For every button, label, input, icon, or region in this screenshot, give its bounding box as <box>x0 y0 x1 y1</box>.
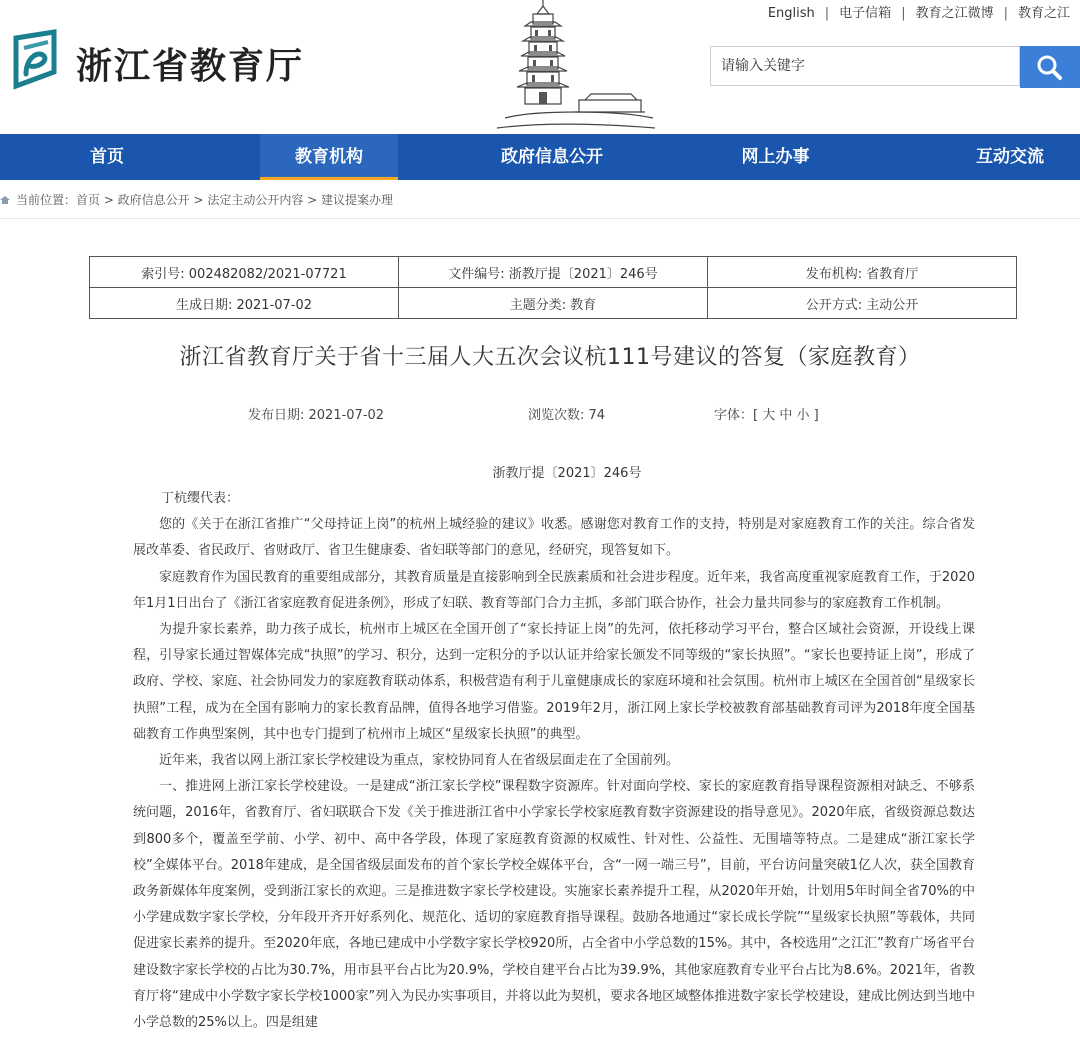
meta-disclosure: 公开方式: 主动公开 <box>708 288 1017 319</box>
main-nav <box>0 134 1080 180</box>
meta-doc-no: 文件编号: 浙教厅提〔2021〕246号 <box>399 257 708 288</box>
document-meta-table <box>89 256 1017 319</box>
nav-online-service[interactable]: 网上办事 <box>741 147 810 167</box>
separator: | <box>824 6 830 21</box>
site-header <box>0 0 1080 134</box>
breadcrumb-text[interactable]: 当前位置：首页 > 政府信息公开 > 法定主动公开内容 > 建议提案办理 <box>16 193 394 207</box>
meta-topic: 主题分类: 教育 <box>399 288 708 319</box>
publish-date: 发布日期: 2021-07-02 <box>248 408 385 423</box>
logo-icon[interactable] <box>8 28 62 92</box>
search-icon <box>1020 46 1080 88</box>
site-title[interactable]: 浙江省教育厅 <box>76 45 305 87</box>
breadcrumb <box>0 190 393 210</box>
nav-home[interactable]: 首页 <box>90 147 124 167</box>
link-english[interactable]: English <box>767 6 815 21</box>
paragraph: 家庭教育作为国民教育的重要组成部分，其教育质量是直接影响到全民族素质和社会进步程度。近年来，我省高度重视家庭教育工作，于2020年1月1日出台了《浙江省家庭教育促进条例》，形成了妇联、教育等部门合力主抓，多部门联合协作，社会力量共同参与的家庭教育工作机制。 <box>133 569 975 611</box>
paragraph: 您的《关于在浙江省推广“父母持证上岗”的杭州上城经验的建议》收悉。感谢您对教育工作的支持，特别是对家庭教育工作的关注。综合省发展改革委、省民政厅、省财政厅、省卫生健康委、省妇联等部门的意见，经研究，现答复如下。 <box>133 517 975 559</box>
link-email[interactable]: 电子信箱 <box>839 6 892 21</box>
paragraph: 近年来，我省以网上浙江家长学校建设为重点，家校协同育人在省级层面走在了全国前列。 <box>159 753 680 769</box>
search-input[interactable]: 请输入关键字 <box>710 46 1020 86</box>
salutation: 丁杭缨代表： <box>161 491 240 506</box>
separator: | <box>1003 6 1008 21</box>
meta-index-no: 索引号: 002482082/2021-07721 <box>90 257 399 288</box>
top-links <box>758 2 1080 20</box>
link-weibo[interactable]: 教育之江微博 <box>915 6 994 21</box>
nav-institutions[interactable]: 教育机构 <box>260 134 398 180</box>
page-title: 浙江省教育厅关于省十三届人大五次会议杭111号建议的答复（家庭教育） <box>179 345 921 370</box>
paragraph: 为提升家长素养，助力孩子成长，杭州市上城区在全国开创了“家长持证上岗”的先河，依托移动学习平台，整合区域社会资源，开设线上课程，引导家长通过智媒体完成“执照”的学习、积分，达到一定积分的予以认证并给家长颁发不同等级的“家长执照”。“家长也要持证上岗”，形成了政府、学校、家庭、社会协同发力的家庭教育联动体系，积极营造有利于儿童健康成长的家庭环境和社会氛围。杭州市上城区在全国首创“星级家长执照”工程，成为在全国有影响力的家长教育品牌，值得各地学习借鉴。2019年2月，浙江网上家长学校被教育部基础教育司评为2018年度全国基础教育工作典型案例，其中也专门提到了杭州市上城区“星级家长执照”的典型。 <box>133 622 975 742</box>
document-number: 浙教厅提〔2021〕246号 <box>492 466 642 481</box>
font-size-control[interactable]: 字体：[ 大 中 小 ] <box>714 408 819 423</box>
search-button[interactable] <box>1020 46 1080 88</box>
home-icon <box>0 195 10 205</box>
pagoda-illustration <box>495 0 655 134</box>
view-count: 浏览次数: 74 <box>528 408 606 423</box>
paragraph: 一、推进网上浙江家长学校建设。一是建成“浙江家长学校”课程数字资源库。针对面向学校、家长的家庭教育指导课程资源相对缺乏、不够系统问题，2016年，省教育厅、省妇联联合下发《关于推进浙江省中小学家长学校家庭教育数字资源建设的指导意见》。2020年底，省级资源总数达到800多个，覆盖至学前、小学、初中、高中各学段，体现了家庭教育资源的权威性、针对性、公益性、无围墙等特点。二是建成“浙江家长学校”全媒体平台。2018年建成，是全国省级层面发布的首个家长学校全媒体平台，含“一网一端三号”，目前，平台访问量突破1亿人次，获全国教育政务新媒体年度案例，受到浙江家长的欢迎。三是推进数字家长学校建设。实施家长素养提升工程，从2020年开始，计划用5年时间全省70%的中小学建成数字家长学校，分年段开齐开好系列化、规范化、适切的家庭教育指导课程。鼓励各地通过“家长成长学院”“星级家长执照”等载体，共同促进家长素养的提升。至2020年底，各地已建成中小学数字家长学校920所，占全省中小学总数的15%。其中，各校选用“之江汇”教育广场省平台建设数字家长学校的占比为30.7%，用市县平台占比为20.9%，学校自建平台占比为39.9%，其他家庭教育专业平台占比为8.6%。2021年，省教育厅将“建成中小学数字家长学校1000家”列入为民办实事项目，并将以此为契机，要求各地区域整体推进数字家长学校建设，建成比例达到当地中小学总数的25%以上。四是组建 <box>133 779 975 1031</box>
divider <box>0 218 1080 219</box>
nav-interaction[interactable]: 互动交流 <box>976 147 1044 167</box>
link-jiaoyu[interactable]: 教育之江 <box>1017 6 1070 21</box>
meta-created: 生成日期: 2021-07-02 <box>90 288 399 319</box>
nav-gov-info[interactable]: 政府信息公开 <box>501 147 603 167</box>
article-body <box>133 486 975 1036</box>
separator: | <box>901 6 906 21</box>
meta-publisher: 发布机构: 省教育厅 <box>708 257 1017 288</box>
